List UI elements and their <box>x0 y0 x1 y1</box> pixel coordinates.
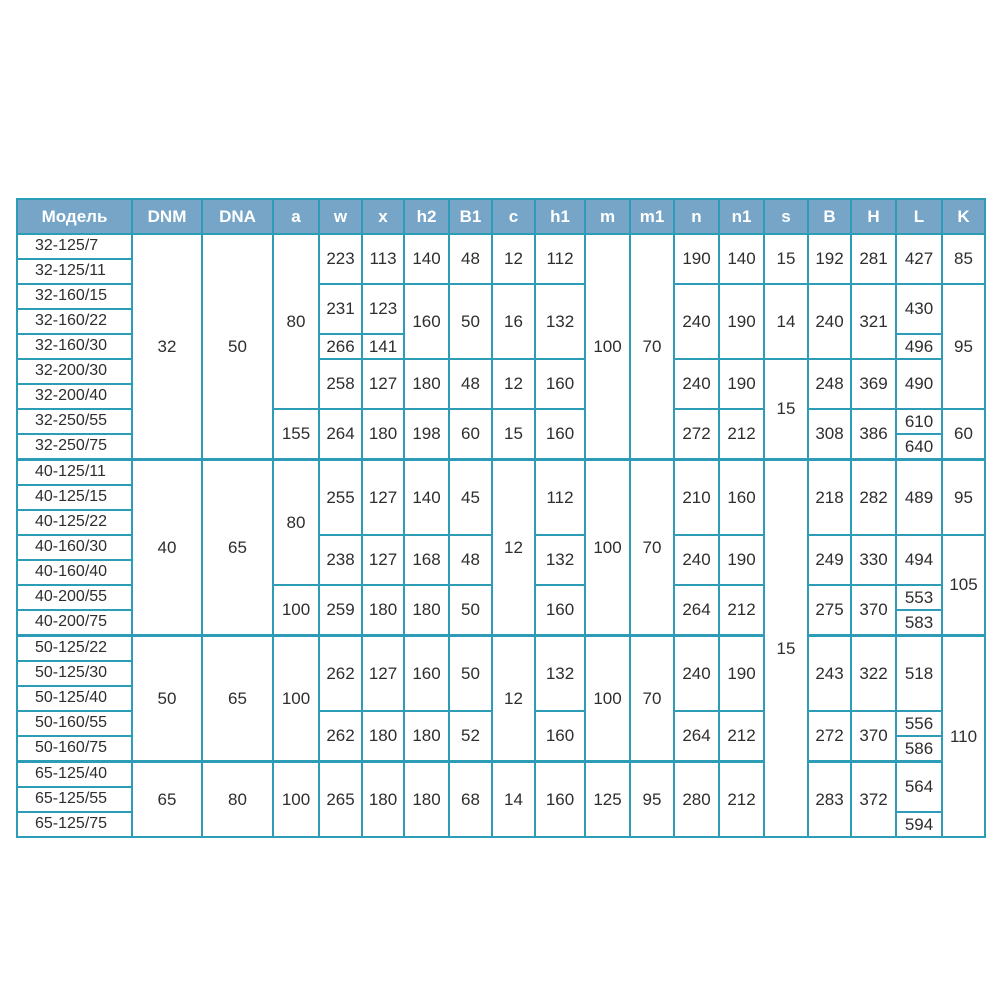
col-header-w: w <box>319 199 362 234</box>
row-label: 32-125/7 <box>17 234 132 259</box>
cell-L: 583 <box>896 610 942 636</box>
cell-B: 308 <box>808 409 851 460</box>
col-header-s: s <box>764 199 808 234</box>
row-label: 65-125/40 <box>17 762 132 788</box>
cell-s: 14 <box>764 284 808 359</box>
cell-DNA: 80 <box>202 762 273 838</box>
cell-w: 259 <box>319 585 362 636</box>
cell-h1: 160 <box>535 409 585 460</box>
row-label: 40-125/15 <box>17 485 132 510</box>
cell-L: 586 <box>896 736 942 762</box>
col-header-m1: m1 <box>630 199 674 234</box>
col-header-x: x <box>362 199 404 234</box>
cell-h2: 180 <box>404 711 449 762</box>
cell-H: 282 <box>851 460 896 536</box>
row-label: 32-250/75 <box>17 434 132 460</box>
cell-L: 556 <box>896 711 942 736</box>
cell-h2: 180 <box>404 762 449 838</box>
cell-x: 123 <box>362 284 404 334</box>
row-label: 32-160/22 <box>17 309 132 334</box>
table-row <box>17 460 985 486</box>
cell-n1: 212 <box>719 762 764 838</box>
cell-x: 113 <box>362 234 404 284</box>
cell-L: 496 <box>896 334 942 359</box>
row-label: 32-125/11 <box>17 259 132 284</box>
cell-H: 370 <box>851 585 896 636</box>
cell-B1: 52 <box>449 711 492 762</box>
cell-a: 80 <box>273 460 319 586</box>
cell-n: 240 <box>674 535 719 585</box>
row-label: 32-160/30 <box>17 334 132 359</box>
cell-h1: 132 <box>535 284 585 359</box>
cell-h1: 160 <box>535 762 585 838</box>
cell-m: 100 <box>585 234 630 460</box>
cell-K: 95 <box>942 460 985 536</box>
col-header-K: K <box>942 199 985 234</box>
cell-L: 489 <box>896 460 942 536</box>
cell-K: 60 <box>942 409 985 460</box>
cell-h2: 180 <box>404 585 449 636</box>
cell-L: 564 <box>896 762 942 813</box>
cell-c: 12 <box>492 636 535 762</box>
cell-B: 192 <box>808 234 851 284</box>
cell-n1: 212 <box>719 585 764 636</box>
cell-x: 180 <box>362 762 404 838</box>
cell-L: 640 <box>896 434 942 460</box>
cell-B: 283 <box>808 762 851 838</box>
col-header-h1: h1 <box>535 199 585 234</box>
cell-n: 240 <box>674 636 719 712</box>
cell-n1: 190 <box>719 636 764 712</box>
cell-x: 180 <box>362 585 404 636</box>
row-label: 40-200/75 <box>17 610 132 636</box>
cell-h2: 140 <box>404 460 449 536</box>
cell-H: 322 <box>851 636 896 712</box>
cell-L: 494 <box>896 535 942 585</box>
cell-H: 386 <box>851 409 896 460</box>
cell-m1: 70 <box>630 636 674 762</box>
row-label: 32-200/30 <box>17 359 132 384</box>
cell-c: 12 <box>492 234 535 284</box>
cell-B1: 48 <box>449 234 492 284</box>
cell-L: 594 <box>896 812 942 837</box>
cell-H: 372 <box>851 762 896 838</box>
cell-m: 125 <box>585 762 630 838</box>
cell-n: 280 <box>674 762 719 838</box>
cell-n: 210 <box>674 460 719 536</box>
col-header-B: B <box>808 199 851 234</box>
cell-w: 223 <box>319 234 362 284</box>
cell-L: 610 <box>896 409 942 434</box>
col-header-DNM: DNM <box>132 199 202 234</box>
cell-h1: 112 <box>535 460 585 536</box>
cell-a: 100 <box>273 762 319 838</box>
row-label: 40-160/40 <box>17 560 132 585</box>
cell-w: 258 <box>319 359 362 409</box>
cell-B: 248 <box>808 359 851 409</box>
cell-L: 553 <box>896 585 942 610</box>
cell-B: 272 <box>808 711 851 762</box>
cell-c: 15 <box>492 409 535 460</box>
table-body <box>17 234 985 837</box>
col-header-B1: B1 <box>449 199 492 234</box>
cell-x: 180 <box>362 409 404 460</box>
col-header-m: m <box>585 199 630 234</box>
cell-B1: 45 <box>449 460 492 536</box>
cell-B1: 50 <box>449 284 492 359</box>
cell-w: 264 <box>319 409 362 460</box>
cell-w: 231 <box>319 284 362 334</box>
cell-m: 100 <box>585 636 630 762</box>
cell-n1: 160 <box>719 460 764 536</box>
cell-B1: 50 <box>449 585 492 636</box>
cell-c: 14 <box>492 762 535 838</box>
cell-x: 127 <box>362 535 404 585</box>
cell-n1: 140 <box>719 234 764 284</box>
cell-n1: 212 <box>719 711 764 762</box>
cell-B1: 60 <box>449 409 492 460</box>
cell-n: 272 <box>674 409 719 460</box>
cell-x: 127 <box>362 359 404 409</box>
cell-B1: 50 <box>449 636 492 712</box>
cell-K: 105 <box>942 535 985 636</box>
cell-a: 100 <box>273 585 319 636</box>
cell-L: 518 <box>896 636 942 712</box>
cell-H: 369 <box>851 359 896 409</box>
cell-DNA: 65 <box>202 636 273 762</box>
cell-a: 80 <box>273 234 319 409</box>
cell-a: 100 <box>273 636 319 762</box>
cell-a: 155 <box>273 409 319 460</box>
cell-n1: 212 <box>719 409 764 460</box>
row-label: 40-160/30 <box>17 535 132 560</box>
cell-DNM: 32 <box>132 234 202 460</box>
cell-H: 330 <box>851 535 896 585</box>
col-header-n: n <box>674 199 719 234</box>
pump-dimensions-table-wrap <box>16 198 986 838</box>
col-header-model: Модель <box>17 199 132 234</box>
cell-DNA: 65 <box>202 460 273 636</box>
cell-B1: 48 <box>449 359 492 409</box>
cell-B1: 68 <box>449 762 492 838</box>
row-label: 40-200/55 <box>17 585 132 610</box>
row-label: 50-125/40 <box>17 686 132 711</box>
col-header-H: H <box>851 199 896 234</box>
cell-w: 255 <box>319 460 362 536</box>
table-row <box>17 636 985 662</box>
cell-h2: 168 <box>404 535 449 585</box>
cell-H: 370 <box>851 711 896 762</box>
cell-h2: 180 <box>404 359 449 409</box>
table-header <box>17 199 985 234</box>
cell-L: 430 <box>896 284 942 334</box>
row-label: 32-160/15 <box>17 284 132 309</box>
row-label: 50-160/55 <box>17 711 132 736</box>
cell-n: 264 <box>674 585 719 636</box>
cell-m: 100 <box>585 460 630 636</box>
cell-x: 127 <box>362 460 404 536</box>
cell-h2: 160 <box>404 636 449 712</box>
cell-c: 12 <box>492 359 535 409</box>
cell-m1: 70 <box>630 460 674 636</box>
row-label: 32-250/55 <box>17 409 132 434</box>
cell-n: 240 <box>674 284 719 359</box>
cell-m1: 70 <box>630 234 674 460</box>
cell-h1: 132 <box>535 535 585 585</box>
cell-w: 266 <box>319 334 362 359</box>
cell-B: 218 <box>808 460 851 536</box>
row-label: 40-125/11 <box>17 460 132 486</box>
cell-h1: 160 <box>535 359 585 409</box>
cell-w: 262 <box>319 636 362 712</box>
cell-n1: 190 <box>719 284 764 359</box>
cell-h1: 160 <box>535 585 585 636</box>
cell-n: 240 <box>674 359 719 409</box>
col-header-c: c <box>492 199 535 234</box>
cell-w: 262 <box>319 711 362 762</box>
cell-K: 85 <box>942 234 985 284</box>
cell-n1: 190 <box>719 359 764 409</box>
cell-s: 15 <box>764 359 808 460</box>
cell-w: 238 <box>319 535 362 585</box>
cell-x: 141 <box>362 334 404 359</box>
col-header-h2: h2 <box>404 199 449 234</box>
row-label: 50-160/75 <box>17 736 132 762</box>
cell-x: 180 <box>362 711 404 762</box>
cell-h2: 140 <box>404 234 449 284</box>
cell-DNM: 65 <box>132 762 202 838</box>
cell-H: 281 <box>851 234 896 284</box>
cell-n: 264 <box>674 711 719 762</box>
cell-B: 243 <box>808 636 851 712</box>
cell-DNA: 50 <box>202 234 273 460</box>
cell-c: 12 <box>492 460 535 636</box>
col-header-a: a <box>273 199 319 234</box>
cell-n1: 190 <box>719 535 764 585</box>
cell-DNM: 50 <box>132 636 202 762</box>
table-row <box>17 762 985 788</box>
row-label: 32-200/40 <box>17 384 132 409</box>
row-label: 40-125/22 <box>17 510 132 535</box>
row-label: 65-125/55 <box>17 787 132 812</box>
cell-B: 249 <box>808 535 851 585</box>
col-header-n1: n1 <box>719 199 764 234</box>
cell-c: 16 <box>492 284 535 359</box>
cell-s: 15 <box>764 234 808 284</box>
cell-L: 490 <box>896 359 942 409</box>
row-label: 50-125/30 <box>17 661 132 686</box>
cell-K: 95 <box>942 284 985 409</box>
cell-n: 190 <box>674 234 719 284</box>
cell-w: 265 <box>319 762 362 838</box>
cell-B1: 48 <box>449 535 492 585</box>
cell-s: 15 <box>764 460 808 838</box>
cell-h2: 198 <box>404 409 449 460</box>
cell-m1: 95 <box>630 762 674 838</box>
table-row <box>17 234 985 259</box>
cell-h1: 112 <box>535 234 585 284</box>
col-header-DNA: DNA <box>202 199 273 234</box>
cell-x: 127 <box>362 636 404 712</box>
cell-h1: 132 <box>535 636 585 712</box>
cell-h2: 160 <box>404 284 449 359</box>
row-label: 50-125/22 <box>17 636 132 662</box>
row-label: 65-125/75 <box>17 812 132 837</box>
col-header-L: L <box>896 199 942 234</box>
cell-K: 110 <box>942 636 985 838</box>
header-row <box>17 199 985 234</box>
cell-B: 275 <box>808 585 851 636</box>
cell-DNM: 40 <box>132 460 202 636</box>
cell-h1: 160 <box>535 711 585 762</box>
spec-table <box>16 198 986 838</box>
cell-L: 427 <box>896 234 942 284</box>
cell-H: 321 <box>851 284 896 359</box>
cell-B: 240 <box>808 284 851 359</box>
